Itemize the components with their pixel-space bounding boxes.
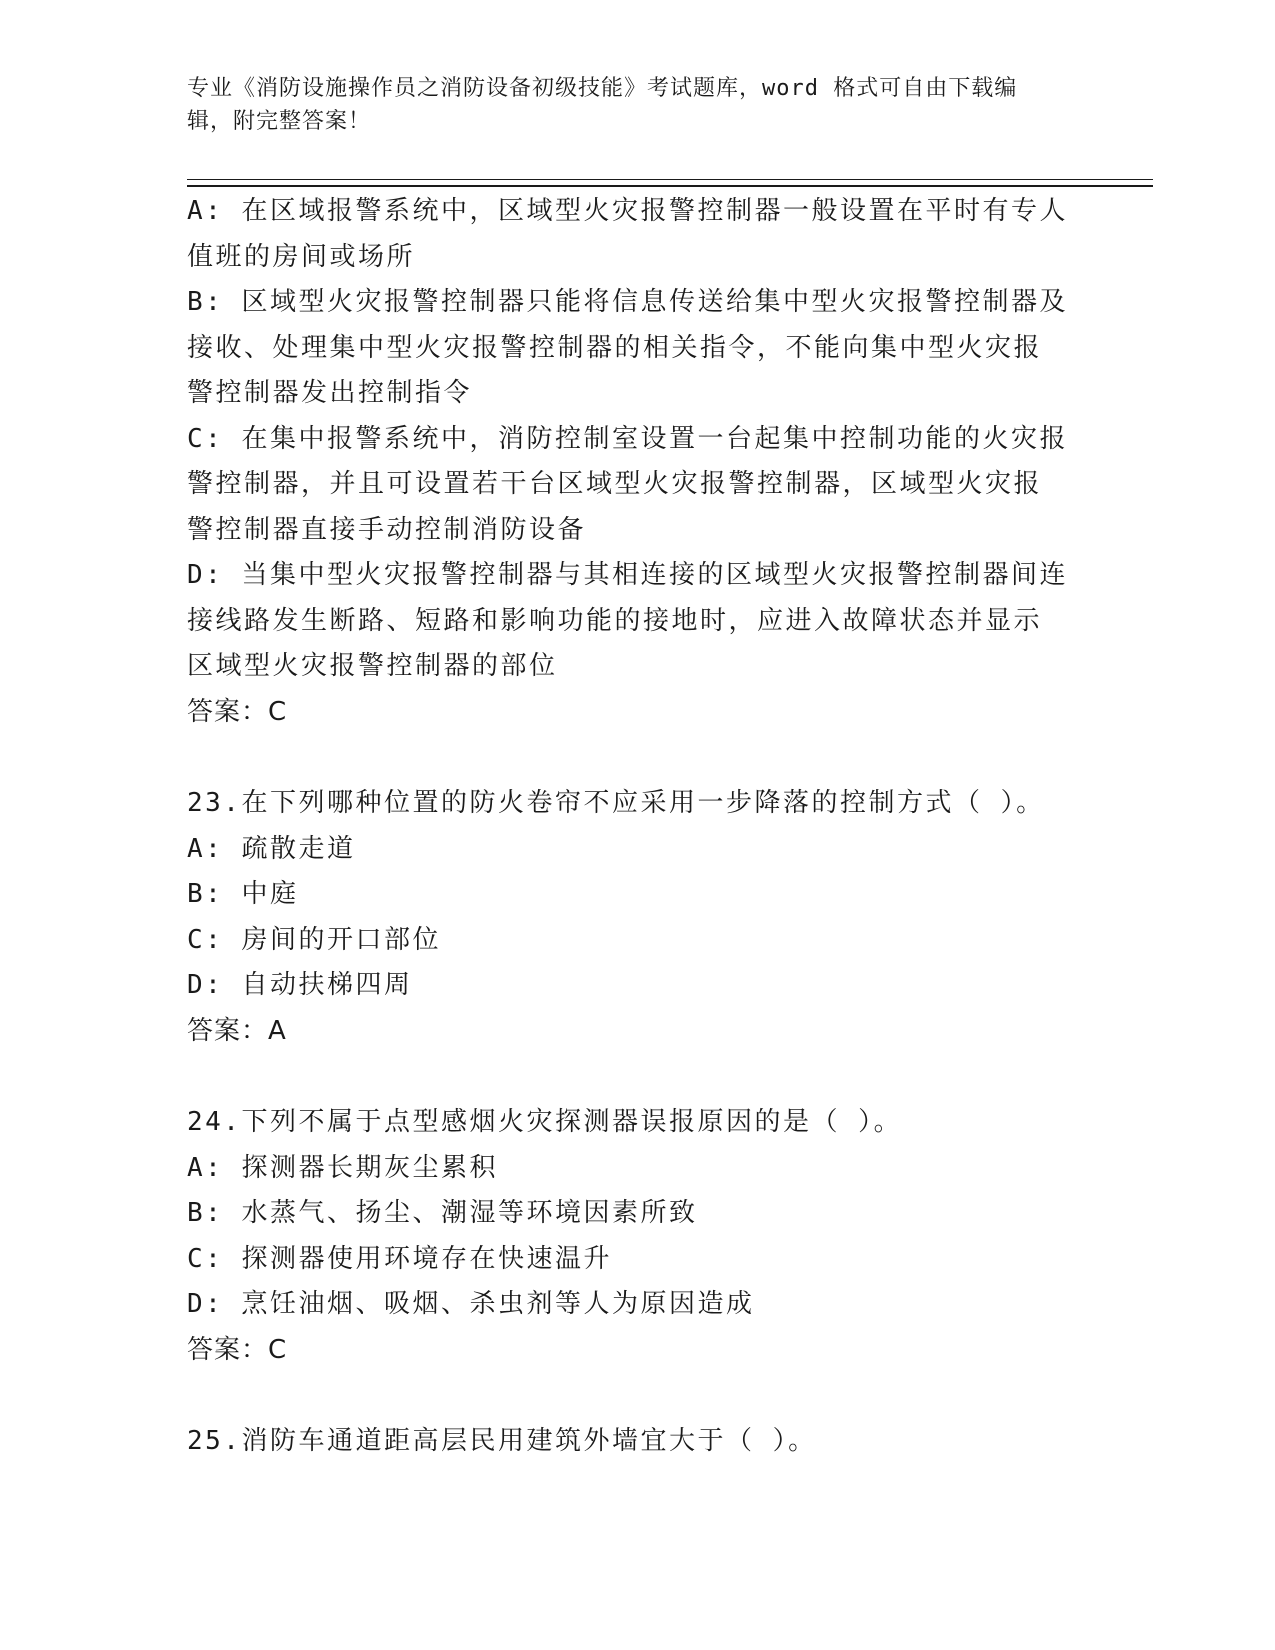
option-line: 警控制器直接手动控制消防设备 — [187, 514, 587, 545]
question-25 — [187, 1419, 1087, 1465]
document-body — [187, 189, 1087, 1465]
answer-23: 答案：A — [187, 1015, 287, 1046]
option-line: 警控制器发出控制指令 — [187, 378, 473, 408]
answer-24: 答案：C — [187, 1334, 288, 1365]
spacer — [187, 1373, 1087, 1419]
question-23 — [187, 781, 1087, 1054]
option-a — [187, 189, 1087, 280]
header-divider — [187, 179, 1153, 187]
option-b: B: 中庭 — [187, 879, 299, 909]
question-stem: 23.在下列哪种位置的防火卷帘不应采用一步降落的控制方式（ ）。 — [187, 788, 1045, 818]
page-header — [187, 72, 1077, 138]
option-a: A: 探测器长期灰尘累积 — [187, 1152, 498, 1183]
option-b: B: 水蒸气、扬尘、潮湿等环境因素所致 — [187, 1198, 698, 1228]
option-line: C: 在集中报警系统中，消防控制室设置一台起集中控制功能的火灾报 — [187, 423, 1068, 454]
option-d: D: 烹饪油烟、吸烟、杀虫剂等人为原因造成 — [187, 1289, 755, 1319]
header-line-1: 专业《消防设施操作员之消防设备初级技能》考试题库，word 格式可自由下载编 — [187, 76, 1018, 101]
option-d — [187, 553, 1087, 690]
option-d: D: 自动扶梯四周 — [187, 970, 413, 1000]
option-c — [187, 417, 1087, 554]
option-line: 值班的房间或场所 — [187, 241, 416, 272]
option-c: C: 探测器使用环境存在快速温升 — [187, 1243, 612, 1274]
question-stem: 24.下列不属于点型感烟火灾探测器误报原因的是（ ）。 — [187, 1107, 903, 1137]
option-line: 区域型火灾报警控制器的部位 — [187, 651, 558, 681]
question-stem: 25.消防车通道距高层民用建筑外墙宜大于（ ）。 — [187, 1426, 817, 1456]
answer-22: 答案：C — [187, 696, 288, 727]
header-line-2: 辑，附完整答案！ — [187, 109, 372, 134]
question-22-tail — [187, 189, 1087, 735]
option-c: C: 房间的开口部位 — [187, 924, 441, 955]
option-b — [187, 280, 1087, 417]
option-line: A: 在区域报警系统中，区域型火灾报警控制器一般设置在平时有专人 — [187, 196, 1068, 226]
option-line: 警控制器，并且可设置若干台区域型火灾报警控制器，区域型火灾报 — [187, 469, 1043, 499]
option-line: B: 区域型火灾报警控制器只能将信息传送给集中型火灾报警控制器及 — [187, 287, 1068, 317]
spacer — [187, 1054, 1087, 1100]
option-line: 接线路发生断路、短路和影响功能的接地时，应进入故障状态并显示 — [187, 605, 1043, 636]
option-a: A: 疏散走道 — [187, 833, 356, 864]
question-24 — [187, 1100, 1087, 1373]
option-line: D: 当集中型火灾报警控制器与其相连接的区域型火灾报警控制器间连 — [187, 560, 1068, 590]
spacer — [187, 735, 1087, 781]
option-line: 接收、处理集中型火灾报警控制器的相关指令，不能向集中型火灾报 — [187, 332, 1043, 363]
